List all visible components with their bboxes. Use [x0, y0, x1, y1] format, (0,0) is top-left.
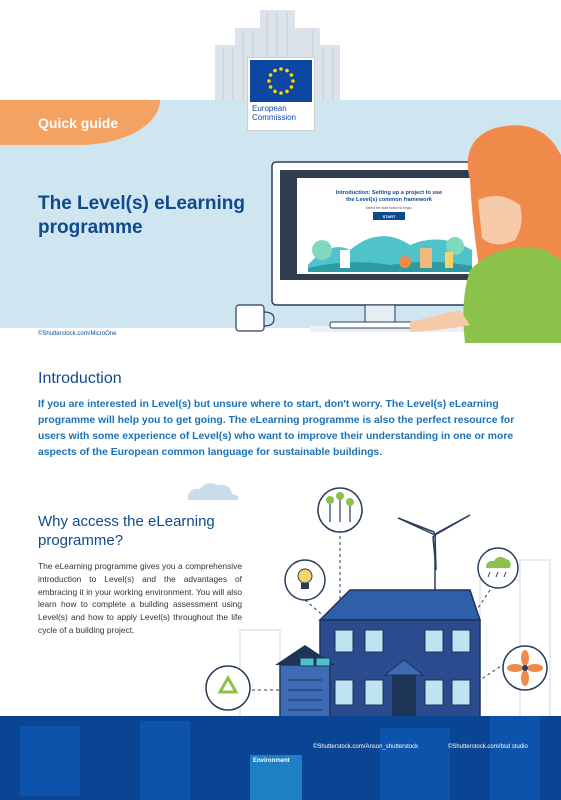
org-line-1: European [252, 104, 287, 113]
monitor-screen-content [297, 178, 481, 238]
screen-subtitle: Select the start button to begin. [365, 206, 413, 210]
rain-cloud-icon [478, 548, 518, 588]
cloud-icon [188, 483, 238, 500]
sustainable-building-illustration [180, 480, 561, 720]
wind-turbines-icon [318, 488, 362, 532]
footer-credit-left: ©Shutterstock.com/Anson_shutterstock [313, 744, 419, 750]
house [275, 590, 480, 720]
why-access-body: The eLearning programme gives you a comprehensive introduction to Level(s) and the advantages of embracing it in your working environment. You will also learn how to complete a building assessment using Level(s) and how to apply Level(s) throughout the life cycle of a building project. [38, 561, 242, 635]
quick-guide-label: Quick guide [38, 115, 119, 131]
recycle-icon [206, 666, 250, 710]
screen-start-label: START [382, 214, 396, 219]
screen-title-line-1: Introduction: Setting up a project to use [335, 190, 443, 196]
eu-flag-icon [250, 60, 312, 102]
european-commission-wordmark [252, 104, 296, 122]
fan-icon [503, 646, 547, 690]
introduction-heading: Introduction [38, 370, 122, 387]
environment-tag [250, 755, 302, 800]
why-access-heading: Why access the eLearning programme? [38, 513, 215, 549]
page-title: The Level(s) eLearning programme [38, 193, 245, 238]
lightbulb-icon [285, 560, 325, 600]
screen-title-line-2: the Level(s) common framework [346, 197, 432, 203]
org-line-2: Commission [252, 113, 297, 122]
european-commission-logo [247, 57, 315, 131]
introduction-body: If you are interested in Level(s) but unsure where to start, don't worry. The Level(s) eLearning programme will help you to get going. The eLearning programme is also the perfect resource for users with some experience of Level(s) who want to improve their understanding in one or more aspects of the European common language for sustainable buildings. [38, 399, 515, 458]
environment-tag-label: Environment [253, 758, 290, 764]
hero-image-credit: ©Shutterstock.com/MicroOne [38, 331, 117, 337]
footer-credit-right: ©Shutterstock.com/bsd studio [448, 744, 528, 750]
